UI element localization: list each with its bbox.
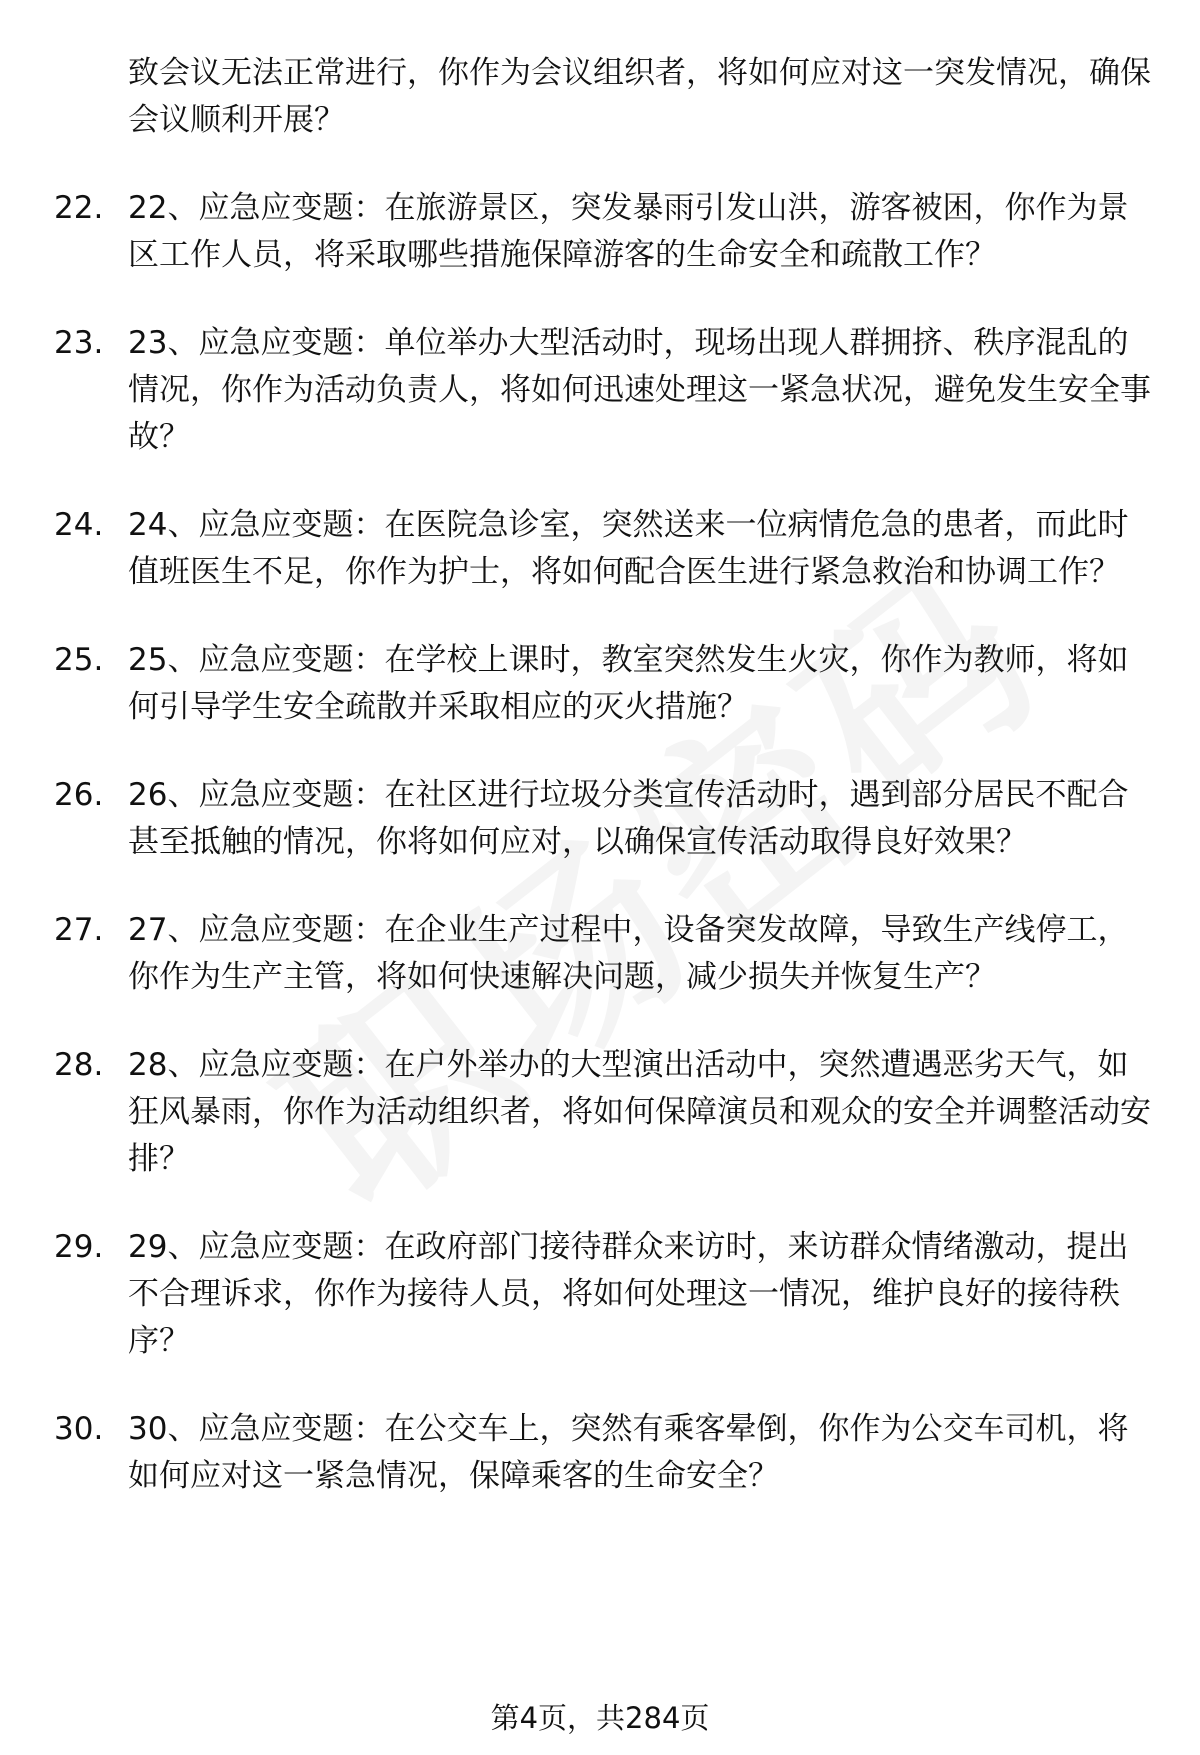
continuation-text: 致会议无法正常进行，你作为会议组织者，将如何应对这一突发情况，确保会议顺利开展？ (128, 55, 1151, 138)
list-item (54, 907, 1154, 1001)
list-item (54, 185, 1154, 279)
item-number: 23. (54, 325, 104, 361)
item-text: 27、应急应变题：在企业生产过程中，设备突发故障，导致生产线停工，你作为生产主管，将如何快速解决问题，减少损失并恢复生产？ (128, 912, 1129, 995)
page-footer: 第4页，共284页 (490, 1701, 710, 1735)
list-item (54, 637, 1154, 731)
item-number: 26. (54, 777, 104, 813)
question-list (54, 50, 1154, 1541)
item-text: 30、应急应变题：在公交车上，突然有乘客晕倒，你作为公交车司机，将如何应对这一紧急情况，保障乘客的生命安全？ (128, 1411, 1129, 1494)
item-text: 23、应急应变题：单位举办大型活动时，现场出现人群拥挤、秩序混乱的情况，你作为活动负责人，将如何迅速处理这一紧急状况，避免发生安全事故？ (128, 325, 1151, 455)
item-number: 29. (54, 1229, 104, 1265)
list-item (54, 502, 1154, 596)
item-number: 22. (54, 190, 104, 226)
list-item (54, 320, 1154, 461)
list-item (54, 1042, 1154, 1183)
item-number: 24. (54, 507, 104, 543)
item-text: 22、应急应变题：在旅游景区，突发暴雨引发山洪，游客被困，你作为景区工作人员，将采取哪些措施保障游客的生命安全和疏散工作？ (128, 190, 1129, 273)
item-text: 25、应急应变题：在学校上课时，教室突然发生火灾，你作为教师，将如何引导学生安全疏散并采取相应的灭火措施？ (128, 642, 1129, 725)
item-text: 29、应急应变题：在政府部门接待群众来访时，来访群众情绪激动，提出不合理诉求，你作为接待人员，将如何处理这一情况，维护良好的接待秩序？ (128, 1229, 1129, 1359)
item-number: 25. (54, 642, 104, 678)
item-text: 28、应急应变题：在户外举办的大型演出活动中，突然遭遇恶劣天气，如狂风暴雨，你作为活动组织者，将如何保障演员和观众的安全并调整活动安排？ (128, 1047, 1151, 1177)
item-number: 28. (54, 1047, 104, 1083)
item-number: 30. (54, 1411, 104, 1447)
item-text: 24、应急应变题：在医院急诊室，突然送来一位病情危急的患者，而此时值班医生不足，你作为护士，将如何配合医生进行紧急救治和协调工作？ (128, 507, 1129, 590)
list-item (54, 1224, 1154, 1365)
item-number: 27. (54, 912, 104, 948)
list-item (54, 772, 1154, 866)
list-item (54, 1406, 1154, 1500)
item-text: 26、应急应变题：在社区进行垃圾分类宣传活动时，遇到部分居民不配合甚至抵触的情况，你将如何应对，以确保宣传活动取得良好效果？ (128, 777, 1129, 860)
